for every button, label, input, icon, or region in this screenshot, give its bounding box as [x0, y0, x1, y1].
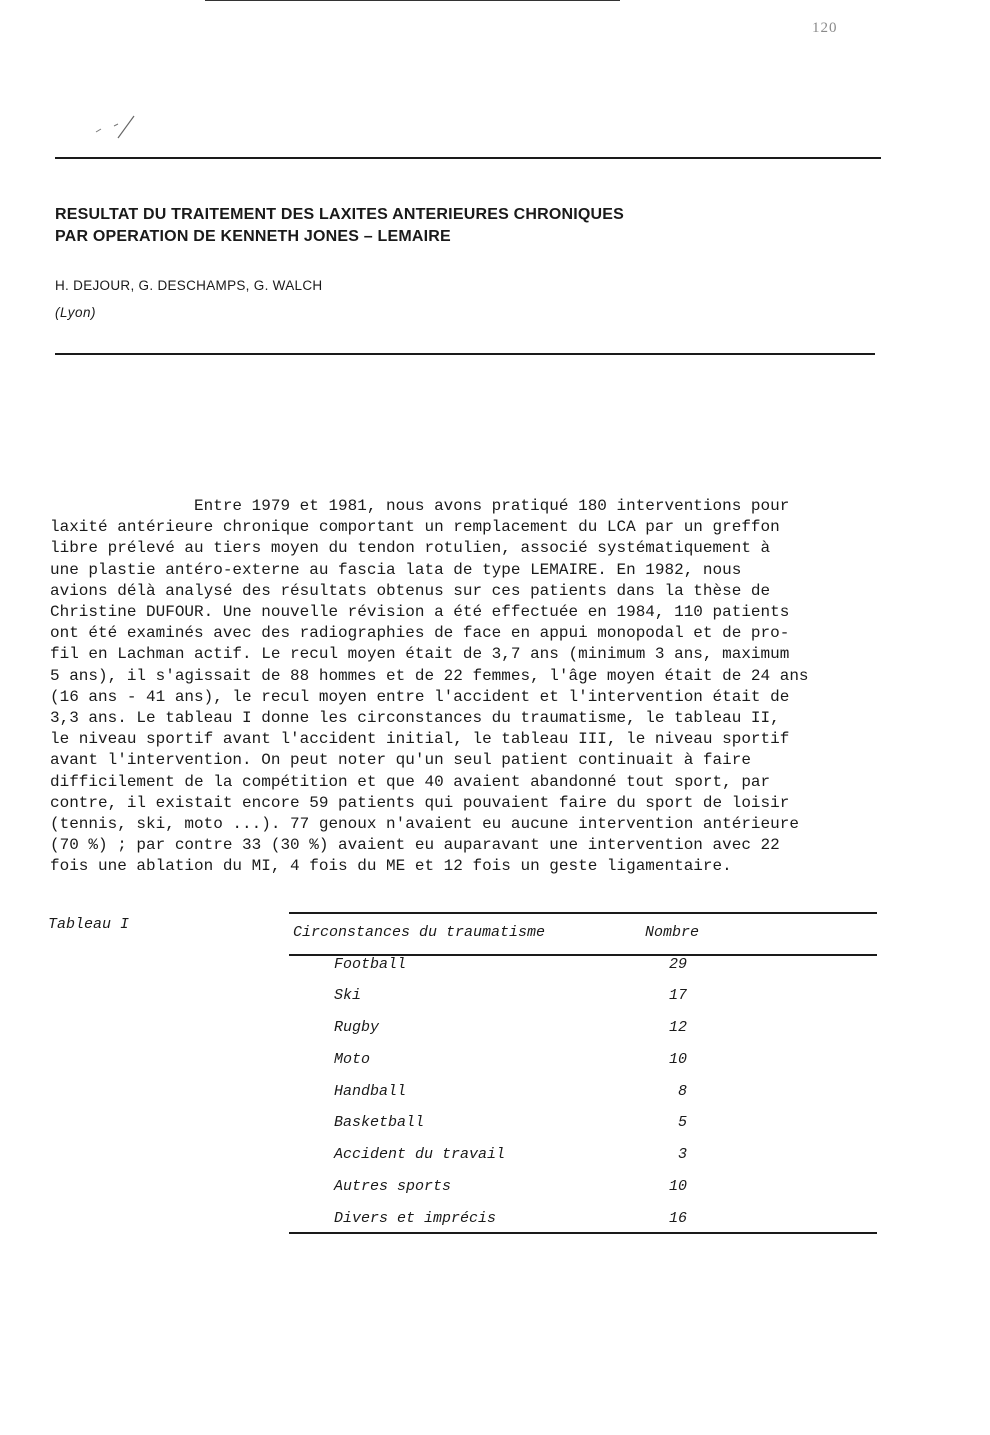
- body-paragraph: [50, 496, 910, 878]
- affiliation: (Lyon): [55, 305, 97, 320]
- table-body: [289, 956, 877, 1232]
- table-row: [289, 1114, 877, 1146]
- row-category: Football: [334, 955, 407, 973]
- row-count: 29: [668, 955, 687, 973]
- header-rule-bottom: [55, 353, 875, 355]
- body-line: (16 ans - 41 ans), le recul moyen entre l'accident et l'intervention était de: [50, 687, 790, 706]
- row-category: Ski: [334, 987, 362, 1005]
- page-number: 120: [812, 20, 838, 36]
- body-line: Entre 1979 et 1981, nous avons pratiqué 180 interventions pour: [50, 497, 790, 515]
- row-category: Autres sports: [334, 1178, 452, 1196]
- table-row: [289, 956, 877, 988]
- body-line: libre prélevé au tiers moyen du tendon rotulien, associé systématiquement à: [50, 539, 771, 558]
- article-title: [55, 204, 875, 248]
- title-line-2: PAR OPERATION DE KENNETH JONES – LEMAIRE: [55, 228, 451, 245]
- table-header-category: Circonstances du traumatisme: [293, 924, 546, 941]
- authors: H. DEJOUR, G. DESCHAMPS, G. WALCH: [55, 278, 323, 293]
- row-count: 10: [668, 1050, 687, 1068]
- table-header-count: Nombre: [645, 924, 700, 941]
- table-row: [289, 1146, 877, 1178]
- row-count: 5: [677, 1114, 687, 1132]
- body-line: fois une ablation du MI, 4 fois du ME et 12 fois un geste ligamentaire.: [50, 857, 732, 876]
- top-edge-rule: [205, 0, 620, 1]
- table-row: [289, 1051, 877, 1083]
- body-line: laxité antérieure chronique comportant un remplacement du LCA par un greffon: [50, 518, 780, 537]
- row-category: Accident du travail: [334, 1146, 506, 1164]
- body-line: le niveau sportif avant l'accident initial, le tableau III, le niveau sportif: [50, 730, 790, 749]
- row-count: 3: [677, 1146, 687, 1164]
- body-line: fil en Lachman actif. Le recul moyen était de 3,7 ans (minimum 3 ans, maximum: [50, 645, 790, 664]
- row-count: 17: [668, 987, 687, 1005]
- row-count: 8: [677, 1082, 687, 1100]
- table-header-row: [289, 914, 877, 954]
- row-category: Moto: [334, 1050, 371, 1068]
- data-table: [289, 912, 877, 1234]
- row-count: 16: [668, 1209, 687, 1227]
- pen-mark-icon: [92, 112, 142, 144]
- body-line: avions délà analysé des résultats obtenus sur ces patients dans la thèse de: [50, 581, 771, 600]
- row-category: Basketball: [334, 1114, 425, 1132]
- row-category: Rugby: [334, 1019, 380, 1037]
- body-line: Christine DUFOUR. Une nouvelle révision a été effectuée en 1984, 110 patients: [50, 603, 790, 622]
- table-row: [289, 987, 877, 1019]
- header-rule-top: [55, 157, 881, 159]
- body-line: (tennis, ski, moto ...). 77 genoux n'avaient eu aucune intervention antérieure: [50, 815, 799, 834]
- body-line: 3,3 ans. Le tableau I donne les circonstances du traumatisme, le tableau II,: [50, 709, 780, 728]
- body-line: (70 %) ; par contre 33 (30 %) avaient eu auparavant une intervention avec 22: [50, 836, 780, 855]
- row-category: Divers et imprécis: [334, 1209, 497, 1227]
- body-line: difficilement de la compétition et que 40 avaient abandonné tout sport, par: [50, 772, 771, 791]
- body-line: contre, il existait encore 59 patients qui pouvaient faire du sport de loisir: [50, 793, 790, 812]
- body-line: avant l'intervention. On peut noter qu'un seul patient continuait à faire: [50, 751, 751, 770]
- table-row: [289, 1019, 877, 1051]
- title-line-1: RESULTAT DU TRAITEMENT DES LAXITES ANTERIEURES CHRONIQUES: [55, 206, 625, 223]
- row-count: 10: [668, 1178, 687, 1196]
- body-line: ont été examinés avec des radiographies de face en appui monopodal et de pro-: [50, 624, 790, 643]
- body-line: une plastie antéro-externe au fascia lata de type LEMAIRE. En 1982, nous: [50, 560, 742, 579]
- table-caption: Tableau I: [48, 916, 130, 933]
- row-count: 12: [668, 1019, 687, 1037]
- table-row: [289, 1178, 877, 1210]
- table-row: [289, 1083, 877, 1115]
- table-row: [289, 1210, 877, 1242]
- row-category: Handball: [334, 1082, 407, 1100]
- body-line: 5 ans), il s'agissait de 88 hommes et de 22 femmes, l'âge moyen était de 24 ans: [50, 666, 809, 685]
